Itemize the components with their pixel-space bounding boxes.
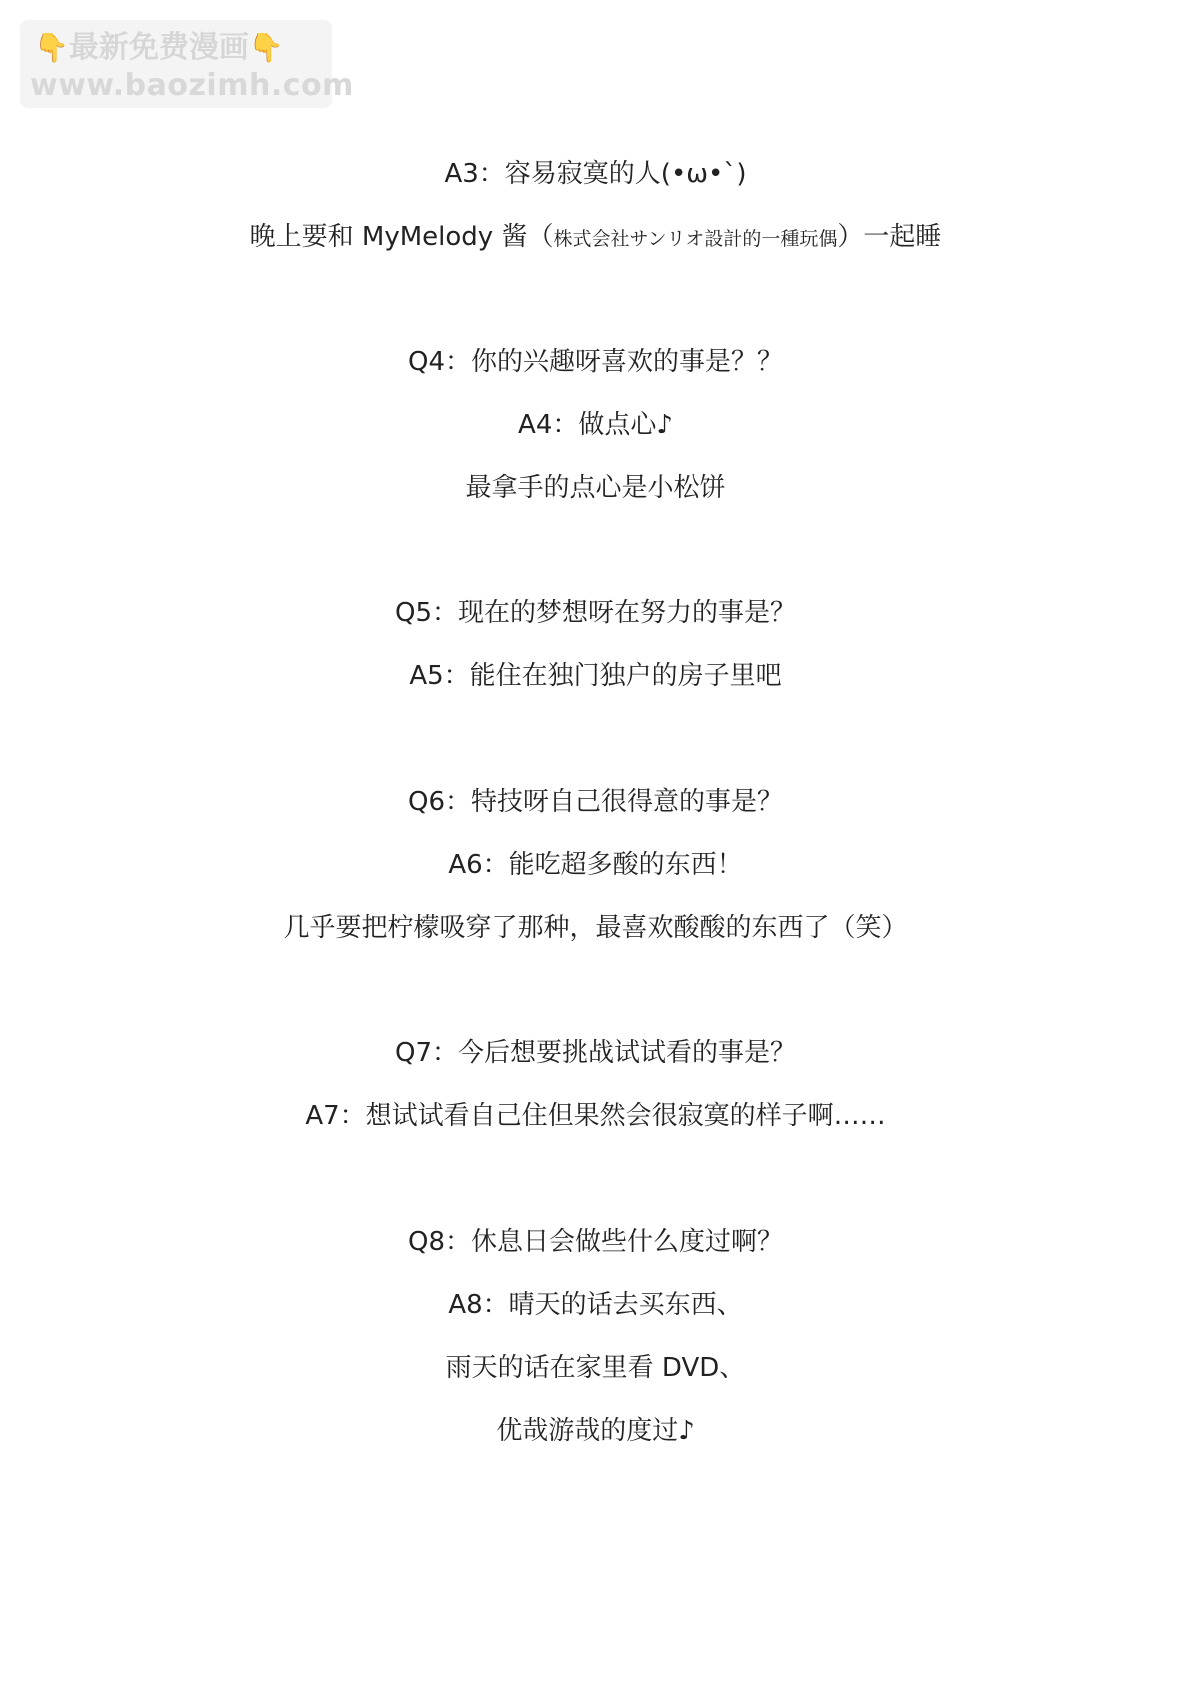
answer-6-detail: 几乎要把柠檬吸穿了那种，最喜欢酸酸的东西了（笑） bbox=[283, 913, 908, 943]
answer-8: A8：晴天的话去买东西、 bbox=[448, 1290, 743, 1320]
pointing-hand-icon: 👇 bbox=[248, 31, 284, 64]
question-8: Q8：休息日会做些什么度过啊？ bbox=[407, 1227, 783, 1257]
pointing-hand-icon: 👇 bbox=[34, 31, 69, 64]
answer-3-detail bbox=[0, 220, 1191, 256]
answer-3-detail-note: 株式会社サンリオ設計的一種玩偶 bbox=[553, 228, 838, 250]
answer-3-detail-pre: 晚上要和 MyMelody 酱（ bbox=[249, 222, 554, 252]
answer-8-detail-2: 优哉游哉的度过♪ bbox=[496, 1416, 695, 1446]
question-6: Q6：特技呀自己很得意的事是？ bbox=[407, 787, 783, 817]
question-5: Q5：现在的梦想呀在努力的事是？ bbox=[394, 598, 796, 628]
question-4: Q4：你的兴趣呀喜欢的事是？？ bbox=[407, 347, 783, 377]
watermark-title bbox=[34, 30, 284, 66]
question-7: Q7：今后想要挑战试试看的事是？ bbox=[394, 1038, 796, 1068]
answer-6: A6：能吃超多酸的东西！ bbox=[448, 850, 743, 880]
answer-5: A5：能住在独门独户的房子里吧 bbox=[409, 661, 782, 691]
answer-7: A7：想试试看自己住但果然会很寂寞的样子啊…… bbox=[305, 1101, 886, 1131]
watermark bbox=[20, 20, 354, 108]
answer-4-detail: 最拿手的点心是小松饼 bbox=[465, 473, 726, 503]
watermark-url: www.baozimh.com bbox=[30, 68, 354, 103]
answer-8-detail-1: 雨天的话在家里看 DVD、 bbox=[445, 1353, 746, 1383]
answer-3-detail-post: ）一起睡 bbox=[837, 222, 942, 252]
answer-3: A3：容易寂寞的人(•ω•`) bbox=[444, 159, 747, 189]
watermark-title-text: 最新免费漫画 bbox=[68, 30, 249, 65]
answer-4: A4：做点心♪ bbox=[518, 410, 673, 440]
